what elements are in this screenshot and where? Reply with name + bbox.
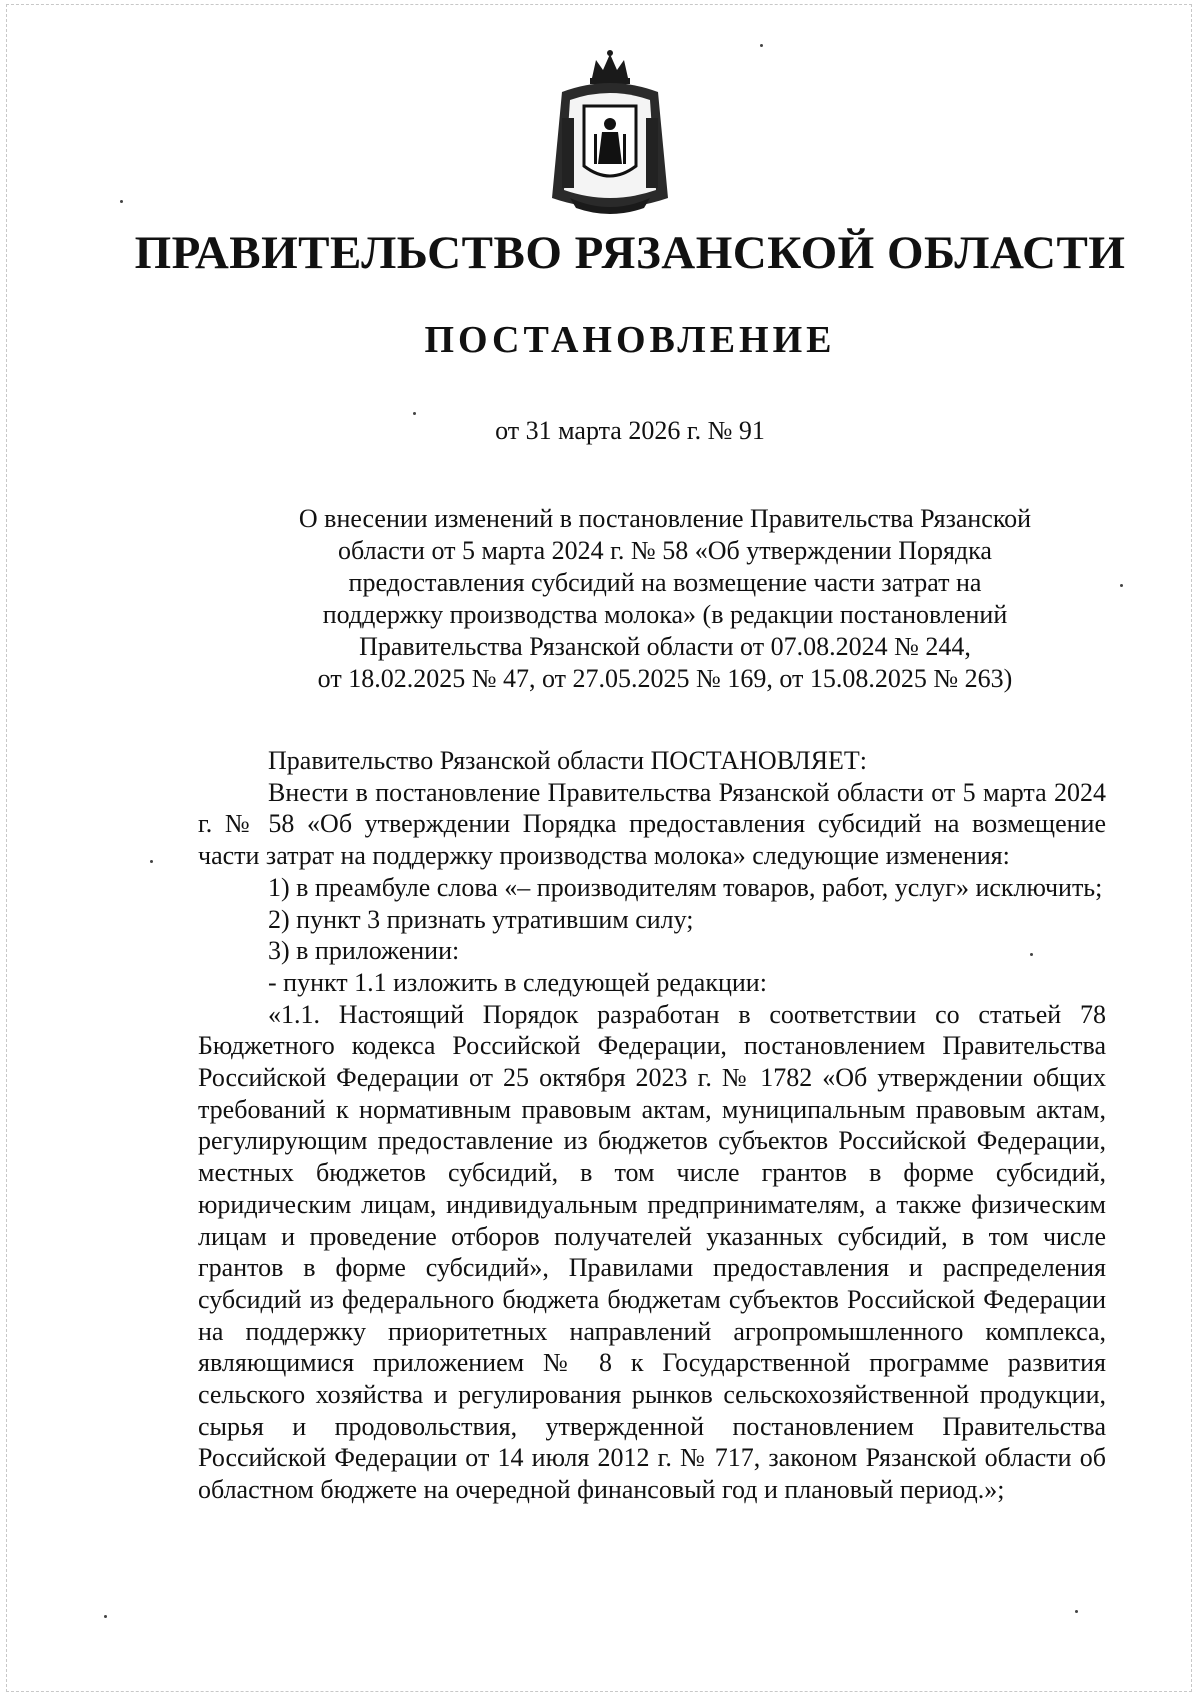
scan-speck (120, 200, 123, 203)
coat-of-arms-icon (540, 48, 680, 220)
document-subject (250, 503, 1080, 695)
subject-line: Правительства Рязанской области от 07.08.2024 № 244, (359, 632, 971, 661)
document-date-number: от 31 марта 2026 г. № 91 (495, 416, 765, 445)
document-body (198, 745, 1106, 1506)
body-paragraph: - пункт 1.1 изложить в следующей редакции: (268, 967, 767, 997)
scan-speck (104, 1615, 107, 1618)
scan-speck (413, 412, 416, 415)
body-paragraph: 3) в приложении: (268, 936, 460, 966)
subject-line: предоставления субсидий на возмещение части затрат на (348, 568, 982, 597)
document-type: ПОСТАНОВЛЕНИЕ (424, 319, 836, 361)
subject-line: от 18.02.2025 № 47, от 27.05.2025 № 169, от 15.08.2025 № 263) (317, 664, 1013, 693)
subject-line: области от 5 марта 2024 г. № 58 «Об утверждении Порядка (338, 536, 992, 565)
body-paragraph: Внести в постановление Правительства Рязанской области от 5 марта 2024 г. № 58 «Об утверждении Порядка предоставления субсидий на возмещение части затрат на поддержку производства молока» следующие изменения: (198, 777, 1106, 871)
body-paragraph: 2) пункт 3 признать утратившим силу; (268, 904, 694, 934)
scan-speck (1030, 953, 1033, 956)
government-title: ПРАВИТЕЛЬСТВО РЯЗАНСКОЙ ОБЛАСТИ (134, 227, 1126, 279)
scan-speck (760, 44, 763, 47)
subject-line: поддержку производства молока» (в редакции постановлений (322, 600, 1008, 629)
scan-speck (1120, 584, 1123, 587)
scan-speck (1075, 1610, 1078, 1613)
body-paragraph: 1) в преамбуле слова «– производителям товаров, работ, услуг» исключить; (268, 872, 1103, 902)
body-paragraph: «1.1. Настоящий Порядок разработан в соответствии со статьей 78 Бюджетного кодекса Российской Федерации, постановлением Правительства Российской Федерации от 25 октября 2023 г. № 1782 «Об утверждении общих требований к нормативным правовым актам, муниципальным правовым актам, регулирующим предоставление из бюджетов субъектов Российской Федерации, местных бюджетов субсидий, в том числе грантов в форме субсидий, юридическим лицам, индивидуальным предпринимателям, а также физическим лицам и проведение отборов получателей указанных субсидий, в том числе грантов в форме субсидий», Правилами предоставления и распределения субсидий из федерального бюджета бюджетам субъектов Российской Федерации на поддержку приоритетных направлений агропромышленного комплекса, являющимися приложением № 8 к Государственной программе развития сельского хозяйства и регулирования рынков сельскохозяйственной продукции, сырья и продовольствия, утвержденной постановлением Правительства Российской Федерации от 14 июля 2012 г. № 717, законом Рязанской области об областном бюджете на очередной финансовый год и плановый период.»; (198, 999, 1106, 1505)
scan-speck (150, 860, 153, 863)
body-paragraph: Правительство Рязанской области ПОСТАНОВЛЯЕТ: (268, 746, 868, 775)
subject-line: О внесении изменений в постановление Правительства Рязанской (298, 504, 1032, 533)
